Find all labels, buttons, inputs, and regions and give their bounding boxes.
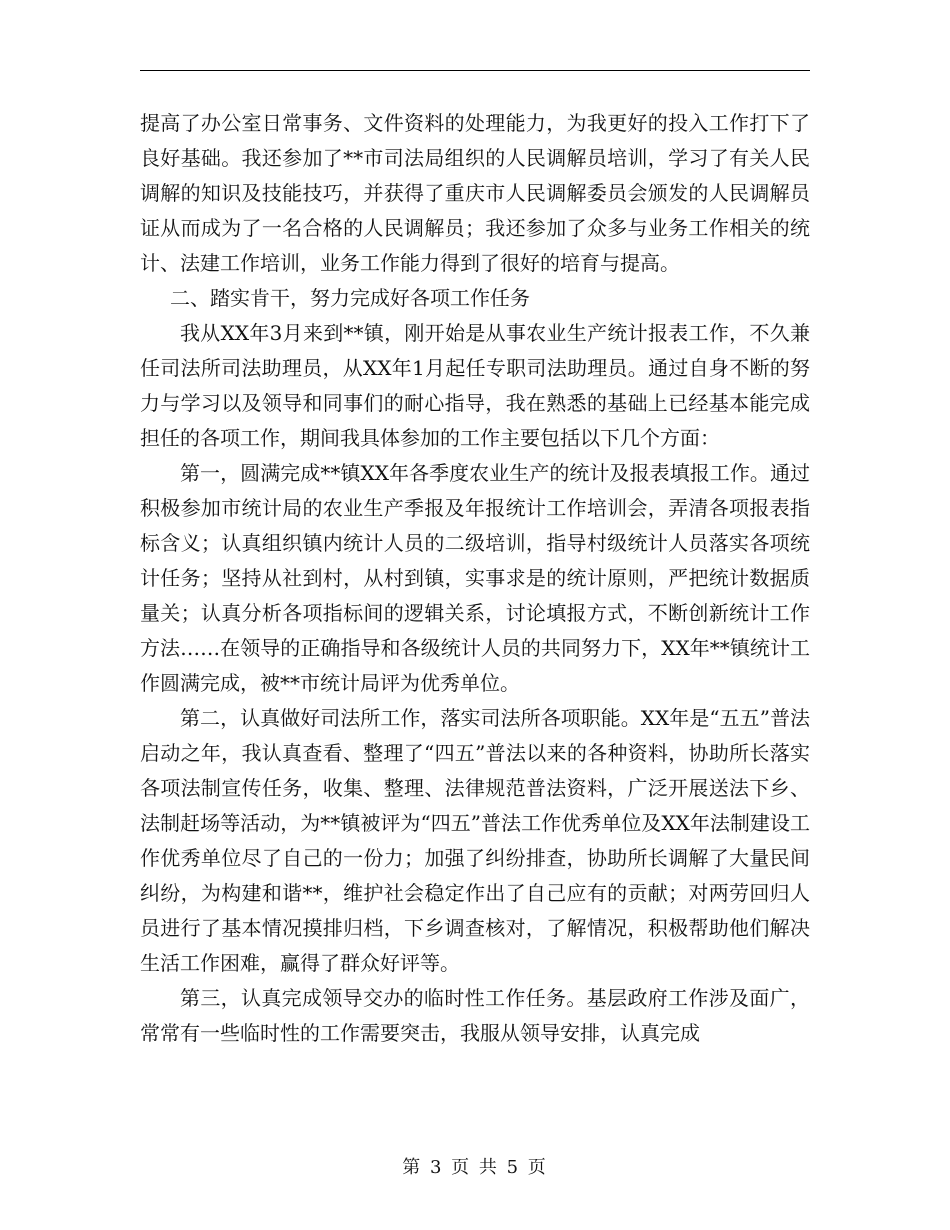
paragraph-first: 第一，圆满完成**镇XX年各季度农业生产的统计及报表填报工作。通过积极参加市统计局的农业生产季报及年报统计工作培训会，弄清各项报表指标含义；认真组织镇内统计人员的二级培训，指导村级统计人员落实各项统计任务；坚持从社到村，从村到镇，实事求是的统计原则，严把统计数据质量关；认真分析各项指标间的逻辑关系，讨论填报方式，不断创新统计工作方法……在领导的正确指导和各级统计人员的共同努力下，XX年**镇统计工作圆满完成，被**市统计局评为优秀单位。	[140, 461, 810, 695]
paragraph-continuation: 提高了办公室日常事务、文件资料的处理能力，为我更好的投入工作打下了良好基础。我还参加了**市司法局组织的人民调解员培训，学习了有关人民调解的知识及技能技巧，并获得了重庆市人民调解委员会颁发的人民调解员证从而成为了一名合格的人民调解员；我还参加了众多与业务工作相关的统计、法建工作培训，业务工作能力得到了很好的培育与提高。	[140, 111, 810, 275]
paragraph-intro: 我从XX年3月来到**镇，刚开始是从事农业生产统计报表工作，不久兼任司法所司法助理员，从XX年1月起任专职司法助理员。通过自身不断的努力与学习以及领导和同事们的耐心指导，我在熟悉的基础上已经基本能完成担任的各项工作，期间我具体参加的工作主要包括以下几个方面：	[140, 321, 810, 450]
paragraph-third: 第三，认真完成领导交办的临时性工作任务。基层政府工作涉及面广，常常有一些临时性的工作需要突击，我服从领导安排，认真完成	[140, 986, 810, 1045]
section-heading: 二、踏实肯干，努力完成好各项工作任务	[170, 286, 530, 310]
page-footer: 第 3 页 共 5 页	[402, 1157, 548, 1178]
paragraph-second: 第二，认真做好司法所工作，落实司法所各项职能。XX年是“五五”普法启动之年，我认真查看、整理了“四五”普法以来的各种资料，协助所长落实各项法制宣传任务，收集、整理、法律规范普法资料，广泛开展送法下乡、法制赶场等活动，为**镇被评为“四五”普法工作优秀单位及XX年法制建设工作优秀单位尽了自己的一份力；加强了纠纷排查，协助所长调解了大量民间纠纷，为构建和谐**，维护社会稳定作出了自己应有的贡献；对两劳回归人员进行了基本情况摸排归档，下乡调查核对，了解情况，积极帮助他们解决生活工作困难，赢得了群众好评等。	[140, 706, 810, 975]
document-body	[140, 106, 810, 1051]
header-rule	[140, 70, 810, 71]
